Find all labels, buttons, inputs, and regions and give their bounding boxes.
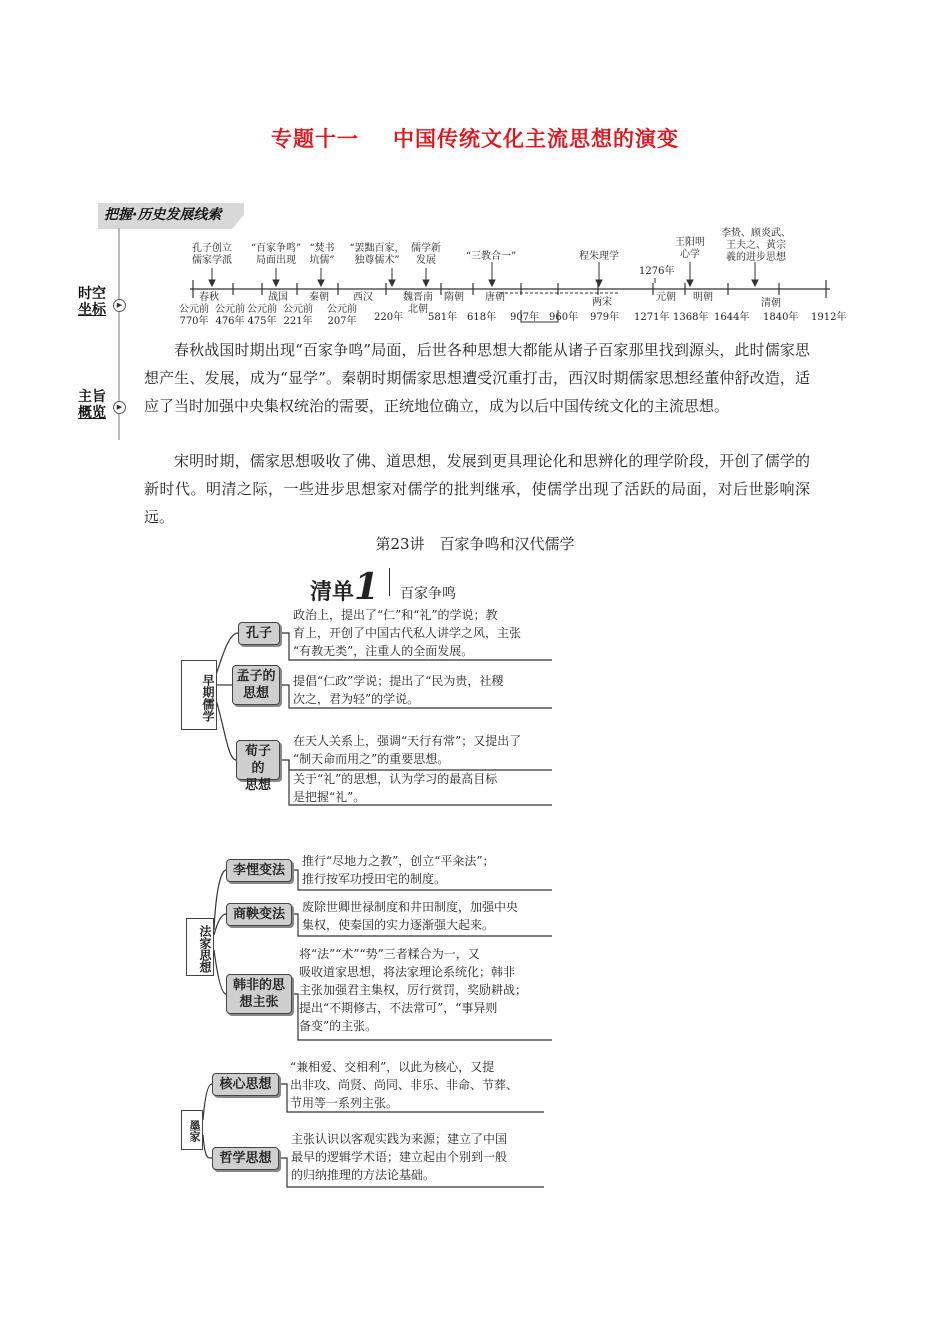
timeline-graphic (0, 0, 950, 340)
desc-shangyang: 废除世卿世禄制度和井田制度，加强中央 集权，使秦国的实力逐渐强大起来。 (302, 900, 519, 932)
summary-paragraph: 宋明时期，儒家思想吸收了佛、道思想，发展到更具理论化和思辨化的理学阶段，开创了儒学的新时代。明清之际，一些进步思想家对儒学的批判继承，使儒学出现了活跃的局面，对后世影响深远。 (144, 452, 810, 526)
desc-mohist-philosophy: 主张认识以客观实践为来源；建立了中国 最早的逻辑学术语；建立起由个别到一般 的归纳推理的方法论基础。 (291, 1132, 508, 1182)
node-shangyang: 商鞅变法 (226, 903, 292, 926)
date-label: 公元前 476年 (215, 304, 245, 327)
summary-paragraph: 春秋战国时期出现“百家争鸣”局面，后世各种思想大都能从诸子百家那里找到源头，此时儒家思想产生、发展，成为“显学”。秦朝时期儒家思想遭受沉重打击，西汉时期儒家思想经董仲舒改造，适应了当时加强中央集权统治的需要，正统地位确立，成为以后中国传统文化的主流思想。 (144, 341, 810, 415)
side-tag-timeline: 时空 坐标 (78, 286, 106, 318)
period-label: 隋朝 (444, 292, 464, 303)
date-label: 618年 (467, 312, 497, 323)
chevron-right-icon: ▶ (113, 299, 126, 312)
banner-text: 把握·历史发展线索 (104, 207, 222, 223)
period-label: 唐朝 (485, 292, 505, 303)
date-label: 1271年 (634, 312, 670, 323)
timeline-event: 王阳明 心学 (675, 237, 705, 260)
date-label: 907年 (510, 312, 540, 323)
root-legalist: 法家思想 (186, 918, 214, 976)
date-label: 公元前 221年 (283, 304, 313, 327)
title-part1: 专题十一 (271, 127, 359, 151)
timeline-event: 儒学新 发展 (411, 243, 441, 266)
timeline-event: “罢黜百家， 独尊儒术” (349, 243, 405, 266)
desc-likui: 推行“尽地力之教”，创立“平籴法”； 推行按军功授田宅的制度。 (302, 854, 495, 886)
desc-kongzi: 政治上，提出了“仁”和“礼”的学说；教 育上，开创了中国古代私人讲学之风，主张 “有教无类”，注重人的全面发展。 (293, 608, 522, 658)
date-label: 1368年 (673, 312, 709, 323)
date-label: 979年 (590, 312, 620, 323)
date-label: 公元前 475年 (247, 304, 277, 327)
desc-xunzi-2: 关于“礼”的思想，认为学习的最高目标 是把握“礼”。 (293, 772, 498, 804)
period-label: 春秋 (199, 292, 219, 303)
side-tag-summary: 主旨 概览 (78, 389, 106, 421)
timeline-event: “焚书 坑儒” (309, 243, 335, 266)
timeline-event: 程朱理学 (579, 251, 619, 262)
date-label: 1840年 (763, 312, 799, 323)
chevron-right-icon: ▶ (113, 401, 126, 414)
node-mengzi: 孟子的 思想 (232, 665, 280, 705)
node-kongzi: 孔子 (238, 622, 280, 645)
timeline-year-1276: 1276年 (639, 266, 675, 277)
period-label: 战国 (268, 292, 288, 303)
lecture-title: 第23讲 百家争鸣和汉代儒学 (375, 535, 575, 553)
period-label: 明朝 (693, 292, 713, 303)
desc-mohist-core: “兼相爱、交相利”，以此为核心，又提 出非攻、尚贤、尚同、非乐、非命、节葬、 节用等一系列主张。 (290, 1060, 519, 1110)
node-mohist-core: 核心思想 (212, 1073, 279, 1096)
title-part2: 中国传统文化主流思想的演变 (393, 127, 679, 151)
date-label: 公元前 207年 (327, 304, 357, 327)
desc-xunzi-1: 在天人关系上，强调“天行有常”；又提出了 “制天命而用之”的重要思想。 (293, 734, 522, 766)
period-label: 西汉 (353, 292, 373, 303)
node-xunzi: 荀子的 思想 (236, 740, 280, 780)
period-label: 清朝 (761, 298, 781, 309)
date-label: 581年 (428, 312, 458, 323)
timeline-event: “百家争鸣” 局面出现 (250, 243, 302, 266)
date-label: 960年 (549, 312, 579, 323)
timeline-event: “三教合一” (465, 251, 517, 262)
date-label: 1644年 (714, 312, 750, 323)
node-mohist-philosophy: 哲学思想 (212, 1147, 279, 1170)
checklist-subtitle: 百家争鸣 (400, 586, 456, 602)
node-likui: 李悝变法 (226, 859, 292, 882)
desc-hanfei: 将“法”“术”“势”三者糅合为一，又 吸收道家思想，将法家理论系统化；韩非 主张加强君主集权，厉行赏罚，奖励耕战； 提出“不期修古，不法常可”，“事异则 备变”的主张。 (299, 947, 528, 1033)
period-label: 魏晋南 北朝 (403, 292, 433, 315)
root-mohist: 墨家 (181, 1110, 203, 1150)
period-label: 两宋 (592, 297, 612, 308)
timeline-event: 孔子创立 儒家学派 (192, 243, 232, 266)
root-early-confucian: 早期儒学 (181, 660, 217, 730)
period-label: 元朝 (656, 292, 676, 303)
checklist-heading: 清单1 (310, 566, 380, 608)
desc-mengzi: 提倡“仁政”学说；提出了“民为贵，社稷 次之，君为轻”的学说。 (293, 674, 504, 706)
period-label: 秦朝 (309, 292, 329, 303)
date-label: 220年 (374, 312, 404, 323)
date-label: 公元前 770年 (179, 304, 209, 327)
date-label: 1912年 (811, 312, 847, 323)
node-hanfei: 韩非的思 想主张 (226, 974, 292, 1014)
timeline-event: 李贽、顾炎武、 王夫之、黄宗 羲的进步思想 (721, 228, 791, 263)
